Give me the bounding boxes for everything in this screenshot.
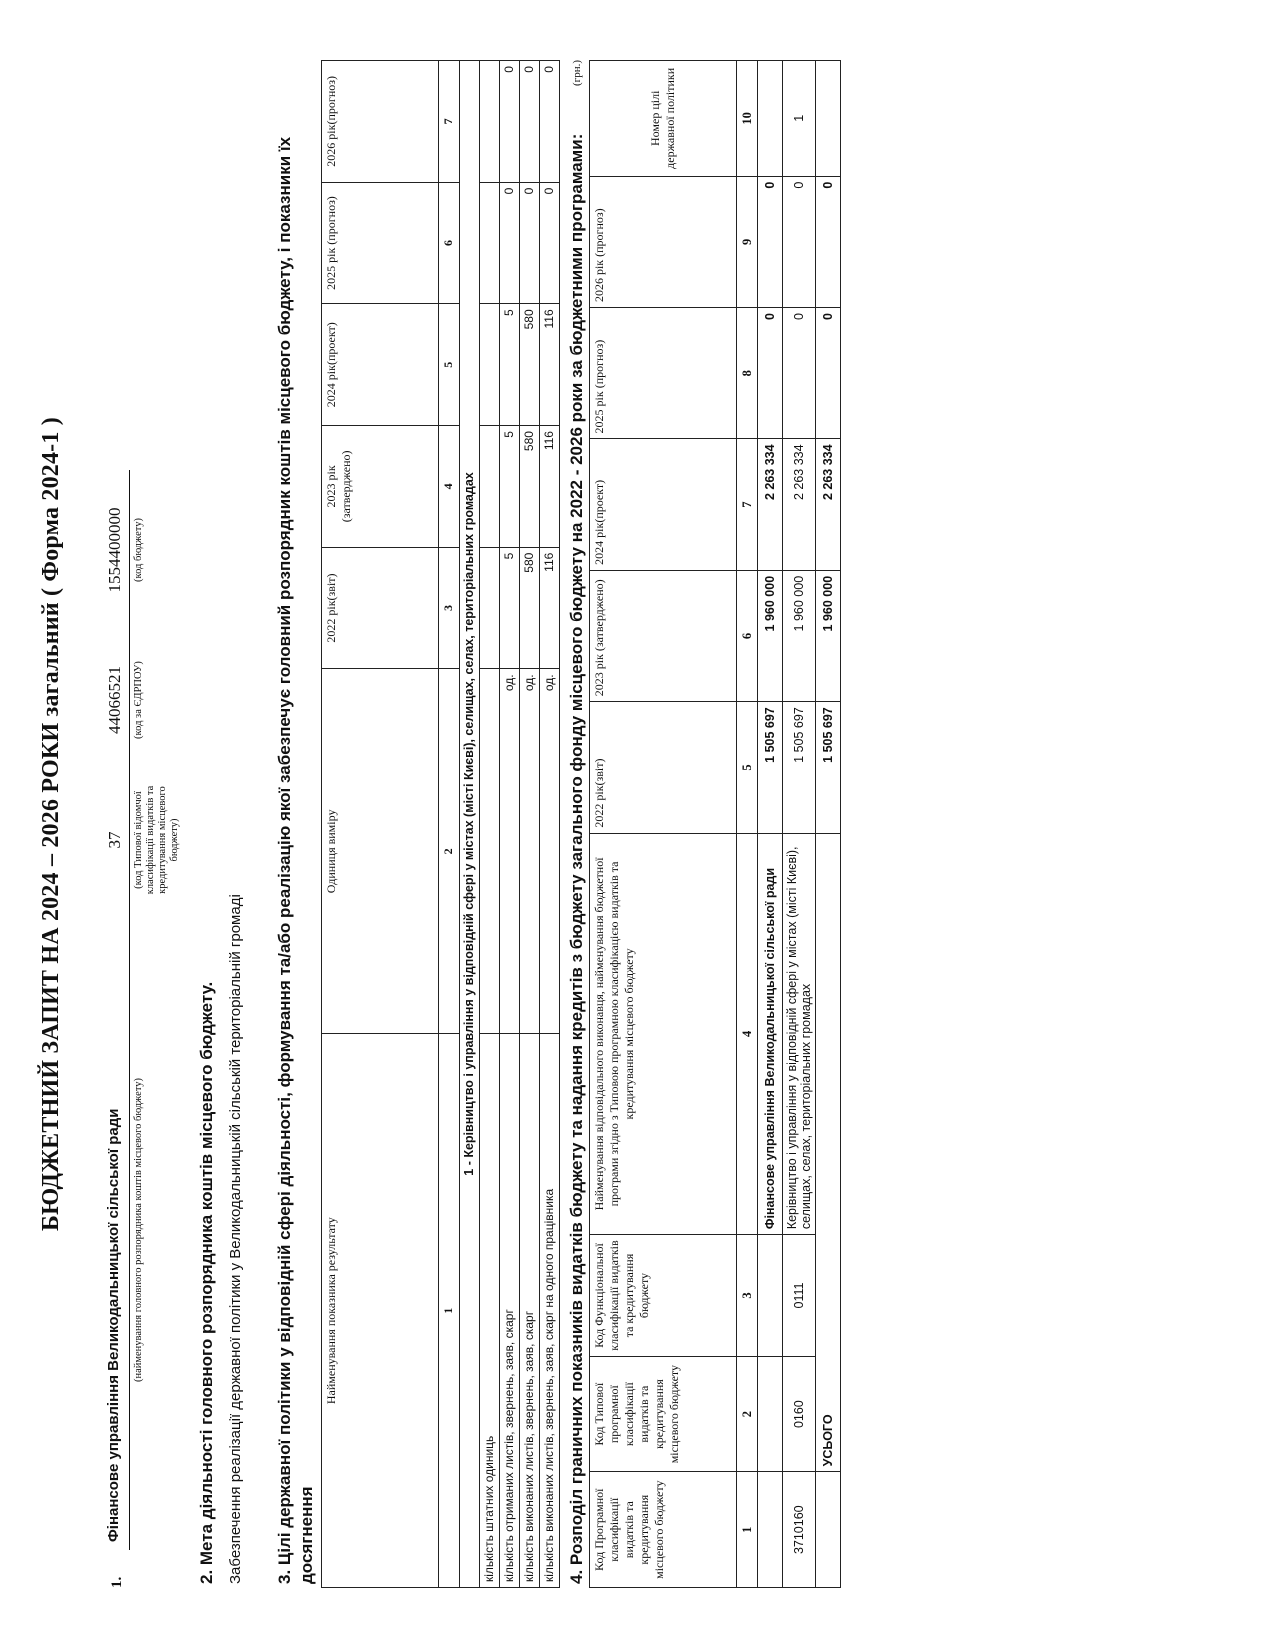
index-cell: 7 — [438, 61, 459, 183]
header-2022: 2022 рік(звіт) — [321, 547, 438, 669]
table-row-program — [783, 61, 816, 1588]
total-2026: 0 — [816, 176, 841, 307]
manager-block — [99, 910, 145, 1550]
manager-name: Фінансове управління Великодальницької сільської ради — [99, 910, 130, 1550]
value-2024: 5 — [499, 304, 519, 426]
header-unit: Одиниця виміру — [321, 669, 438, 1034]
section-3-heading: 3. Цілі державної політики у відповідній сфері діяльності, формування та/або реалізацію якої забезпечує головний розпорядник коштів місцевого бюджету, і показники їх досягнення — [275, 136, 316, 1584]
total-label: УСЬОГО — [816, 833, 841, 1472]
header-2023: 2023 рік (затверджено) — [321, 426, 438, 548]
edrpou-block — [99, 630, 145, 770]
value-2026: 0 — [539, 61, 559, 183]
section-1-header — [99, 60, 181, 1588]
section-4-heading-text: 4. Розподіл граничних показників видатків бюджету та надання кредитів з бюджету загального фонду місцевого бюджету на 2022 - 2026 роки за бюджетними програмами: — [566, 133, 586, 1584]
goal-number: 1 — [783, 61, 816, 177]
indicator-name: кількість виконаних листів, звернень, заяв, скарг на одного працівника — [539, 1034, 559, 1588]
header-2023: 2023 рік (затверджено) — [590, 570, 737, 701]
value-2024 — [479, 304, 499, 426]
table-row — [479, 61, 499, 1588]
section-1-number: 1. — [109, 1576, 125, 1588]
index-cell: 8 — [737, 308, 758, 439]
index-cell: 6 — [438, 182, 459, 304]
index-cell: 1 — [737, 1472, 758, 1588]
table-row — [519, 61, 539, 1588]
total-2024: 2 263 334 — [816, 439, 841, 570]
subheader-row — [459, 61, 479, 1588]
index-cell: 2 — [438, 669, 459, 1034]
typical-program-code: 0160 — [783, 1356, 816, 1472]
header-program-name: Найменування відповідального виконавця, найменування бюджетної програми згідно з Типовою програмною класифікацією видатків та кредитування місцевого бюджету — [590, 833, 737, 1235]
value-2025: 0 — [783, 308, 816, 439]
header-2026: 2026 рік (прогноз) — [590, 176, 737, 307]
value-2024: 2 263 334 — [783, 439, 816, 570]
table-row — [539, 61, 559, 1588]
header-2025: 2025 рік (прогноз) — [590, 308, 737, 439]
header-2024: 2024 рік(проект) — [590, 439, 737, 570]
value-2023: 580 — [519, 426, 539, 548]
header-2026: 2026 рік(прогноз) — [321, 61, 438, 183]
value-2022: 1 505 697 — [758, 702, 783, 833]
manager-caption: (найменування головного розпорядника коштів місцевого бюджету) — [133, 1077, 144, 1383]
table-row-total — [816, 61, 841, 1588]
dept-code-caption: (код Типової відомчої класифікації видатків та кредитування місцевого бюджету) — [133, 785, 181, 895]
value-2023: 1 960 000 — [758, 570, 783, 701]
total-2023: 1 960 000 — [816, 570, 841, 701]
value-2023: 5 — [499, 426, 519, 548]
value-2024: 580 — [519, 304, 539, 426]
indicator-unit: од. — [539, 669, 559, 1034]
index-cell: 4 — [438, 426, 459, 548]
table-row — [499, 61, 519, 1588]
header-2022: 2022 рік(звіт) — [590, 702, 737, 833]
program-name: Керівництво і управління у відповідній сфері у містах (місті Києві), селищах, селах, територіальних громадах — [783, 833, 816, 1235]
header-goal-number: Номер цілі державної політики — [590, 61, 737, 177]
value-2026: 0 — [519, 61, 539, 183]
indicator-name: кількість отриманих листів, звернень, заяв, скарг — [499, 1034, 519, 1588]
index-row — [438, 61, 459, 1588]
organization-name: Фінансове управління Великодальницької сільської ради — [758, 833, 783, 1235]
goals-indicators-table — [321, 60, 560, 1588]
section-4-heading — [566, 60, 587, 1584]
indicator-unit: од. — [519, 669, 539, 1034]
table-row-organization — [758, 61, 783, 1588]
value-2022: 5 — [499, 547, 519, 669]
program-code: 3710160 — [783, 1472, 816, 1588]
header-2024: 2024 рік(проект) — [321, 304, 438, 426]
value-2025: 0 — [499, 182, 519, 304]
index-cell: 6 — [737, 570, 758, 701]
index-cell: 2 — [737, 1356, 758, 1472]
value-2025: 0 — [758, 308, 783, 439]
functional-code: 0111 — [783, 1235, 816, 1357]
index-cell: 3 — [438, 547, 459, 669]
dept-code-block — [99, 770, 181, 910]
section-2-text: Забезпечення реалізації державної політики у Великодальницькій сільській територіальній громаді — [227, 894, 245, 1584]
total-2025: 0 — [816, 308, 841, 439]
budget-code-caption: (код бюджету) — [133, 518, 144, 582]
index-cell: 3 — [737, 1235, 758, 1357]
table-header-row — [321, 61, 438, 1588]
header-typical-code: Код Типової програмної класифікації видатків та кредитування місцевого бюджету — [590, 1356, 737, 1472]
value-2022: 116 — [539, 547, 559, 669]
table-header-row — [590, 61, 737, 1588]
document-title: БЮДЖЕТНИЙ ЗАПИТ НА 2024 – 2026 РОКИ загальний ( Форма 2024-1 ) — [38, 417, 64, 1231]
section-2-heading: 2. Мета діяльності головного розпорядника коштів місцевого бюджету. — [197, 981, 217, 1584]
value-2025: 0 — [539, 182, 559, 304]
edrpou-code: 44066521 — [99, 630, 130, 770]
value-2022: 1 505 697 — [783, 702, 816, 833]
header-functional-code: Код Функціональної класифікації видатків та кредитування бюджету — [590, 1235, 737, 1357]
index-cell: 4 — [737, 833, 758, 1235]
value-2026: 0 — [758, 176, 783, 307]
header-indicator-name: Найменування показника результату — [321, 1034, 438, 1588]
index-cell: 9 — [737, 176, 758, 307]
indicator-name: кількість виконаних листів, звернень, заяв, скарг — [519, 1034, 539, 1588]
dept-code: 37 — [99, 770, 130, 910]
currency-unit: (грн.) — [571, 60, 584, 86]
value-2022: 580 — [519, 547, 539, 669]
value-2024: 2 263 334 — [758, 439, 783, 570]
index-cell: 5 — [438, 304, 459, 426]
total-2022: 1 505 697 — [816, 702, 841, 833]
budget-code: 1554400000 — [99, 470, 130, 630]
indicator-unit — [479, 669, 499, 1034]
value-2024: 116 — [539, 304, 559, 426]
expenditure-limits-table — [589, 60, 841, 1588]
header-program-code: Код Програмної класифікації видатків та кредитування місцевого бюджету — [590, 1472, 737, 1588]
value-2025: 0 — [519, 182, 539, 304]
header-2025: 2025 рік (прогноз) — [321, 182, 438, 304]
indicator-name: кількість штатних одиниць — [479, 1034, 499, 1588]
program-subheader: 1 - Керівництво і управління у відповідній сфері у містах (місті Києві), селищах, селах, територіальних громадах — [459, 61, 479, 1588]
value-2022 — [479, 547, 499, 669]
value-2026: 0 — [783, 176, 816, 307]
value-2023 — [479, 426, 499, 548]
budget-code-block — [99, 470, 145, 630]
index-cell: 1 — [438, 1034, 459, 1588]
index-cell: 5 — [737, 702, 758, 833]
index-cell: 10 — [737, 61, 758, 177]
indicator-unit: од. — [499, 669, 519, 1034]
value-2023: 116 — [539, 426, 559, 548]
edrpou-caption: (код за ЄДРПОУ) — [133, 661, 144, 739]
index-cell: 7 — [737, 439, 758, 570]
value-2026: 0 — [499, 61, 519, 183]
value-2026 — [479, 61, 499, 183]
value-2023: 1 960 000 — [783, 570, 816, 701]
value-2025 — [479, 182, 499, 304]
index-row — [737, 61, 758, 1588]
